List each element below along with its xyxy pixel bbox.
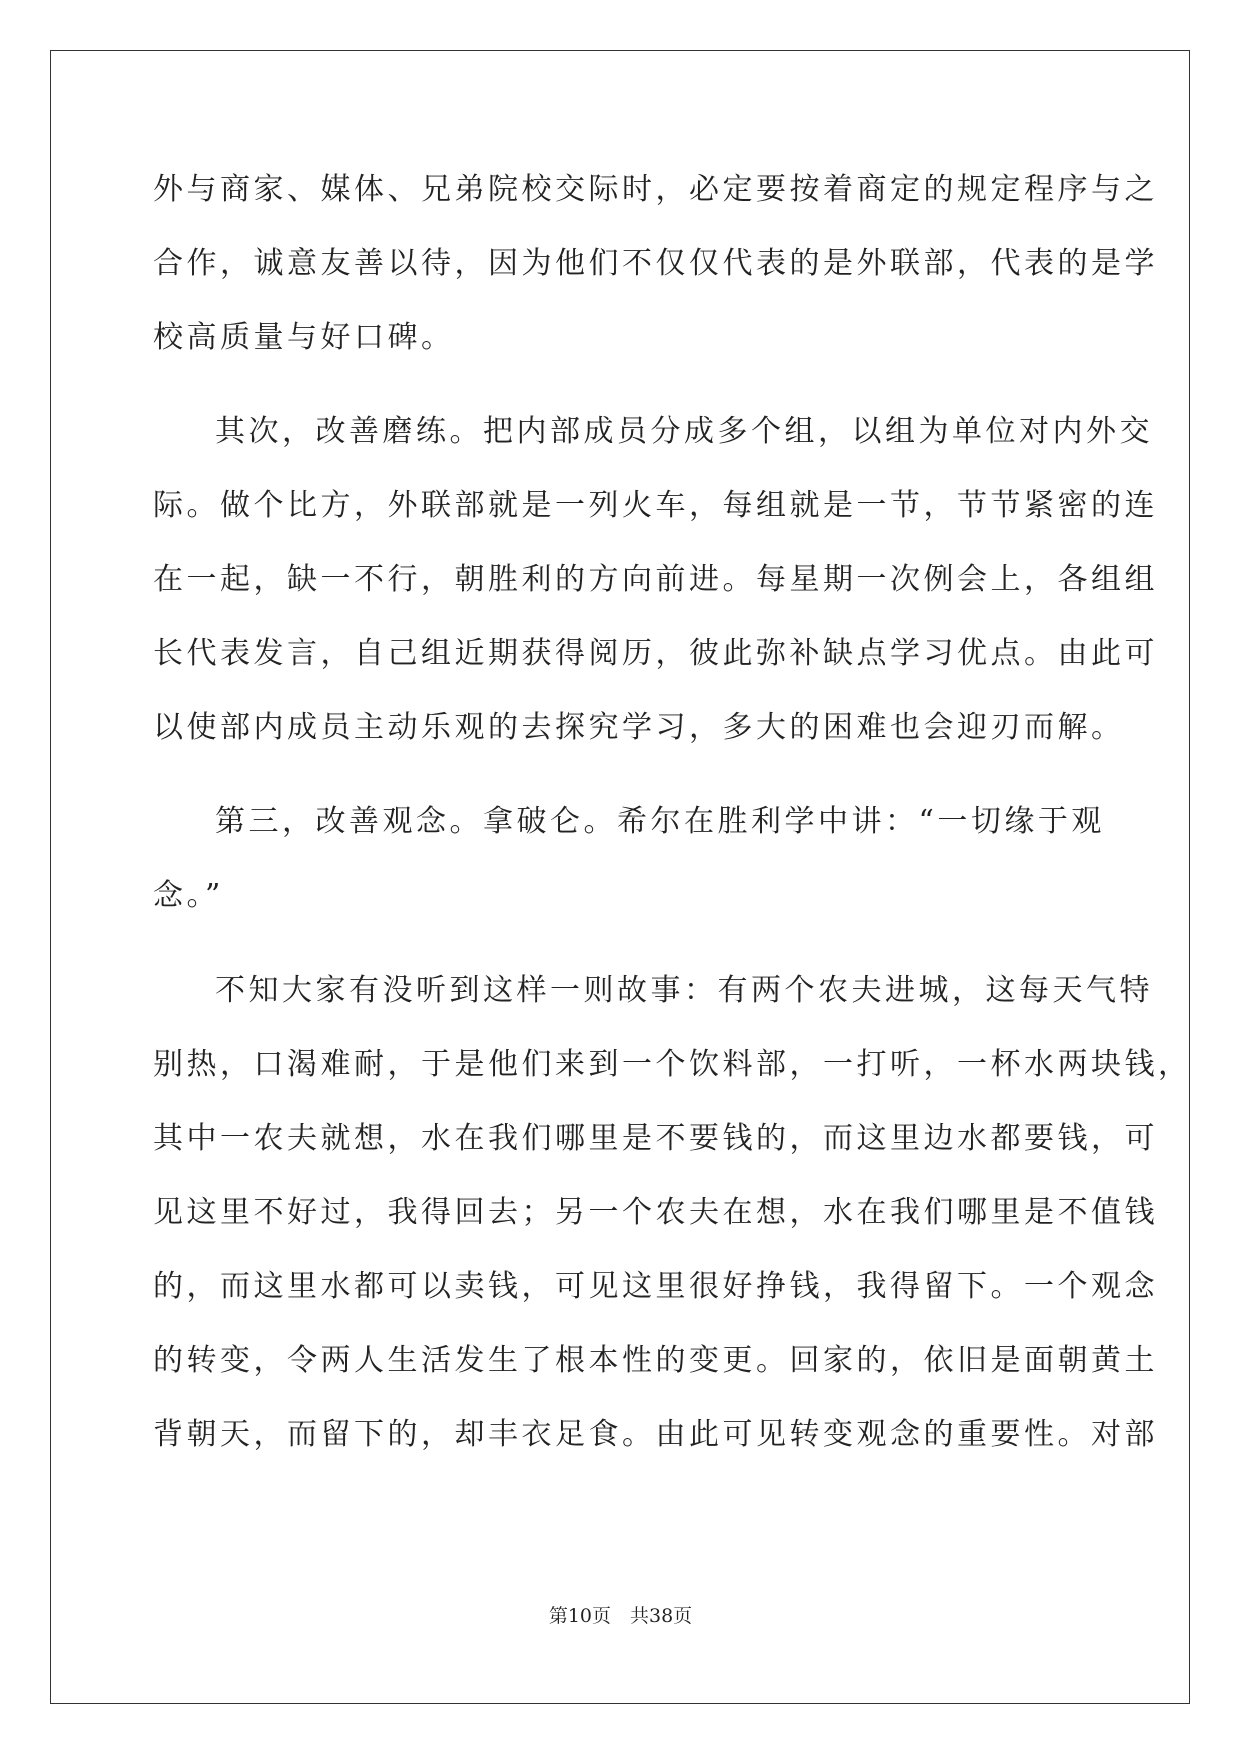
text-line: 校高质量与好口碑。 [153, 320, 455, 355]
text-line: 际。做个比方，外联部就是一列火车，每组就是一节，节节紧密的连 [153, 488, 1158, 523]
text-line: 其次，改善磨练。把内部成员分成多个组，以组为单位对内外交 [215, 414, 1153, 449]
text-line: 不知大家有没听到这样一则故事：有两个农夫进城，这每天气特 [215, 973, 1153, 1008]
text-line: 的，而这里水都可以卖钱，可见这里很好挣钱，我得留下。一个观念 [153, 1269, 1158, 1304]
text-line: 长代表发言，自己组近期获得阅历，彼此弥补缺点学习优点。由此可 [153, 636, 1158, 671]
text-line: 的转变，令两人生活发生了根本性的变更。回家的，依旧是面朝黄土 [153, 1343, 1158, 1378]
text-line: 合作，诚意友善以待，因为他们不仅仅代表的是外联部，代表的是学 [153, 246, 1158, 281]
text-line: 见这里不好过，我得回去；另一个农夫在想，水在我们哪里是不值钱 [153, 1195, 1158, 1230]
page-number-footer: 第10页 共38页 [548, 1605, 693, 1627]
text-line: 在一起，缺一不行，朝胜利的方向前进。每星期一次例会上，各组组 [153, 562, 1158, 597]
text-line: 念。” [153, 878, 224, 913]
text-line: 其中一农夫就想，水在我们哪里是不要钱的，而这里边水都要钱，可 [153, 1121, 1158, 1156]
text-line: 背朝天，而留下的，却丰衣足食。由此可见转变观念的重要性。对部 [153, 1417, 1158, 1452]
text-line: 第三，改善观念。拿破仑。希尔在胜利学中讲：“一切缘于观 [215, 804, 1105, 839]
text-line: 外与商家、媒体、兄弟院校交际时，必定要按着商定的规定程序与之 [153, 172, 1158, 207]
text-line: 别热，口渴难耐，于是他们来到一个饮料部，一打听，一杯水两块钱， [153, 1047, 1192, 1082]
text-line: 以使部内成员主动乐观的去探究学习，多大的困难也会迎刃而解。 [153, 710, 1125, 745]
